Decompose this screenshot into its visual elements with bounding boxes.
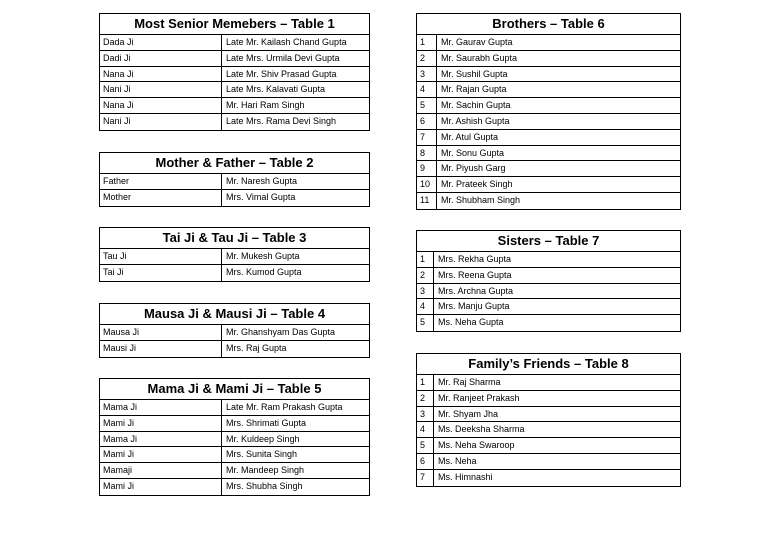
row-label: 2 <box>417 51 437 66</box>
row-name: Mrs. Reena Gupta <box>438 269 512 280</box>
row-name: Late Mrs. Urmila Devi Gupta <box>226 52 340 63</box>
row-name: Mrs. Vimal Gupta <box>226 191 296 202</box>
table-5 <box>99 378 370 496</box>
row-label: Nani Ji <box>100 114 222 130</box>
table-row <box>417 193 680 209</box>
table-row <box>417 438 680 454</box>
row-label: 3 <box>417 67 437 82</box>
table-row <box>417 161 680 177</box>
table-rows <box>417 375 680 486</box>
row-label: 9 <box>417 161 437 176</box>
row-name: Mrs. Raj Gupta <box>226 342 287 353</box>
table-row <box>417 98 680 114</box>
row-name: Mrs. Shrimati Gupta <box>226 417 307 428</box>
table-title: Mausa Ji & Mausi Ji – Table 4 <box>100 304 369 325</box>
row-name: Ms. Deeksha Sharma <box>438 424 525 435</box>
row-name: Mr. Rajan Gupta <box>441 84 507 95</box>
table-row <box>100 325 369 341</box>
row-name: Ms. Himnashi <box>438 471 493 482</box>
table-row <box>417 375 680 391</box>
table-7 <box>416 230 681 332</box>
table-title: Mother & Father – Table 2 <box>100 153 369 174</box>
row-label: 2 <box>417 268 434 283</box>
table-row <box>100 463 369 479</box>
table-2 <box>99 152 370 207</box>
table-row <box>100 174 369 190</box>
row-name: Late Mrs. Kalavati Gupta <box>226 84 326 95</box>
table-row <box>100 98 369 114</box>
row-name: Late Mr. Kailash Chand Gupta <box>226 37 347 47</box>
row-name: Ms. Neha Swaroop <box>438 440 515 451</box>
row-label: Mausa Ji <box>100 325 222 340</box>
row-label: 8 <box>417 146 437 161</box>
row-label: 1 <box>417 35 437 50</box>
row-label: 1 <box>417 252 434 267</box>
row-name: Ms. Neha Gupta <box>438 317 504 328</box>
table-row <box>417 391 680 407</box>
row-label: Mami Ji <box>100 416 222 431</box>
row-name: Mr. Gaurav Gupta <box>441 37 513 47</box>
table-title: Most Senior Memebers – Table 1 <box>100 14 369 35</box>
table-row <box>100 447 369 463</box>
row-label: Mamaji <box>100 463 222 478</box>
row-label: Nani Ji <box>100 82 222 97</box>
row-label: Dada Ji <box>100 35 222 50</box>
table-rows <box>100 35 369 130</box>
row-name: Mr. Sushil Gupta <box>441 68 508 79</box>
row-label: Mama Ji <box>100 400 222 415</box>
table-row <box>417 51 680 67</box>
row-label: Mama Ji <box>100 432 222 447</box>
table-title: Brothers – Table 6 <box>417 14 680 35</box>
row-name: Mr. Atul Gupta <box>441 131 499 142</box>
row-label: 5 <box>417 98 437 113</box>
table-row <box>100 416 369 432</box>
row-label: 6 <box>417 454 434 469</box>
row-label: 7 <box>417 130 437 145</box>
table-rows <box>417 252 680 331</box>
table-row <box>100 35 369 51</box>
table-row <box>417 299 680 315</box>
table-row <box>100 67 369 83</box>
table-row <box>417 82 680 98</box>
row-name: Mrs. Sunita Singh <box>226 449 298 460</box>
table-row <box>417 268 680 284</box>
row-name: Mr. Ashish Gupta <box>441 115 510 126</box>
table-title: Tai Ji & Tau Ji – Table 3 <box>100 228 369 249</box>
table-row <box>417 454 680 470</box>
row-label: Mausi Ji <box>100 341 222 357</box>
row-label: 4 <box>417 422 434 437</box>
table-rows <box>100 400 369 495</box>
row-label: Mami Ji <box>100 479 222 495</box>
row-name: Mr. Sachin Gupta <box>441 100 511 111</box>
row-name: Late Mr. Ram Prakash Gupta <box>226 402 343 412</box>
table-row <box>100 432 369 448</box>
row-label: 4 <box>417 299 434 314</box>
row-label: Dadi Ji <box>100 51 222 66</box>
row-name: Mrs. Manju Gupta <box>438 301 510 312</box>
row-name: Mr. Mandeep Singh <box>226 465 305 476</box>
table-row <box>417 177 680 193</box>
row-label: 2 <box>417 391 434 406</box>
row-name: Mr. Ranjeet Prakash <box>438 392 520 403</box>
row-label: 4 <box>417 82 437 97</box>
table-row <box>100 400 369 416</box>
row-name: Mr. Raj Sharma <box>438 377 501 387</box>
table-row <box>100 51 369 67</box>
table-title: Sisters – Table 7 <box>417 231 680 252</box>
row-label: 7 <box>417 470 434 486</box>
row-label: 3 <box>417 407 434 422</box>
row-name: Ms. Neha <box>438 455 477 466</box>
row-name: Mr. Shyam Jha <box>438 408 499 419</box>
row-label: 10 <box>417 177 437 192</box>
table-row <box>100 114 369 130</box>
table-6 <box>416 13 681 210</box>
row-label: Tau Ji <box>100 249 222 264</box>
row-label: 5 <box>417 438 434 453</box>
table-row <box>417 67 680 83</box>
row-name: Mr. Kuldeep Singh <box>226 433 300 444</box>
row-label: Nana Ji <box>100 98 222 113</box>
row-name: Late Mr. Shiv Prasad Gupta <box>226 68 337 79</box>
table-row <box>100 479 369 495</box>
table-row <box>417 146 680 162</box>
row-label: Mother <box>100 190 222 206</box>
row-name: Mr. Naresh Gupta <box>226 176 298 186</box>
table-row <box>100 341 369 357</box>
table-4 <box>99 303 370 358</box>
row-label: 1 <box>417 375 434 390</box>
row-name: Mr. Hari Ram Singh <box>226 100 305 111</box>
row-name: Mr. Ghanshyam Das Gupta <box>226 327 336 337</box>
table-row <box>100 249 369 265</box>
row-label: Tai Ji <box>100 265 222 281</box>
row-label: 6 <box>417 114 437 129</box>
table-3 <box>99 227 370 282</box>
row-name: Mr. Saurabh Gupta <box>441 52 518 63</box>
table-title: Family’s Friends – Table 8 <box>417 354 680 375</box>
table-row <box>417 114 680 130</box>
table-rows <box>100 174 369 206</box>
row-label: 5 <box>417 315 434 331</box>
row-name: Mr. Prateek Singh <box>441 179 513 190</box>
row-label: Nana Ji <box>100 67 222 82</box>
row-name: Mrs. Archna Gupta <box>438 285 514 296</box>
table-rows <box>100 325 369 357</box>
row-name: Late Mrs. Rama Devi Singh <box>226 115 337 126</box>
table-row <box>417 284 680 300</box>
table-row <box>417 470 680 486</box>
row-name: Mr. Sonu Gupta <box>441 147 505 158</box>
table-row <box>417 315 680 331</box>
row-name: Mrs. Kumod Gupta <box>226 266 302 277</box>
row-name: Mr. Mukesh Gupta <box>226 251 300 261</box>
table-row <box>100 82 369 98</box>
row-name: Mrs. Shubha Singh <box>226 480 303 491</box>
table-rows <box>100 249 369 281</box>
row-label: Father <box>100 174 222 189</box>
row-label: 3 <box>417 284 434 299</box>
table-row <box>100 190 369 206</box>
table-row <box>417 407 680 423</box>
table-title: Mama Ji & Mami Ji – Table 5 <box>100 379 369 400</box>
row-label: 11 <box>417 193 437 209</box>
table-row <box>417 35 680 51</box>
row-name: Mrs. Rekha Gupta <box>438 254 512 264</box>
row-name: Mr. Shubham Singh <box>441 194 521 205</box>
table-rows <box>417 35 680 209</box>
table-row <box>417 422 680 438</box>
row-label: Mami Ji <box>100 447 222 462</box>
table-1 <box>99 13 370 131</box>
table-row <box>417 130 680 146</box>
table-row <box>100 265 369 281</box>
row-name: Mr. Piyush Garg <box>441 163 506 174</box>
table-row <box>417 252 680 268</box>
table-8 <box>416 353 681 487</box>
